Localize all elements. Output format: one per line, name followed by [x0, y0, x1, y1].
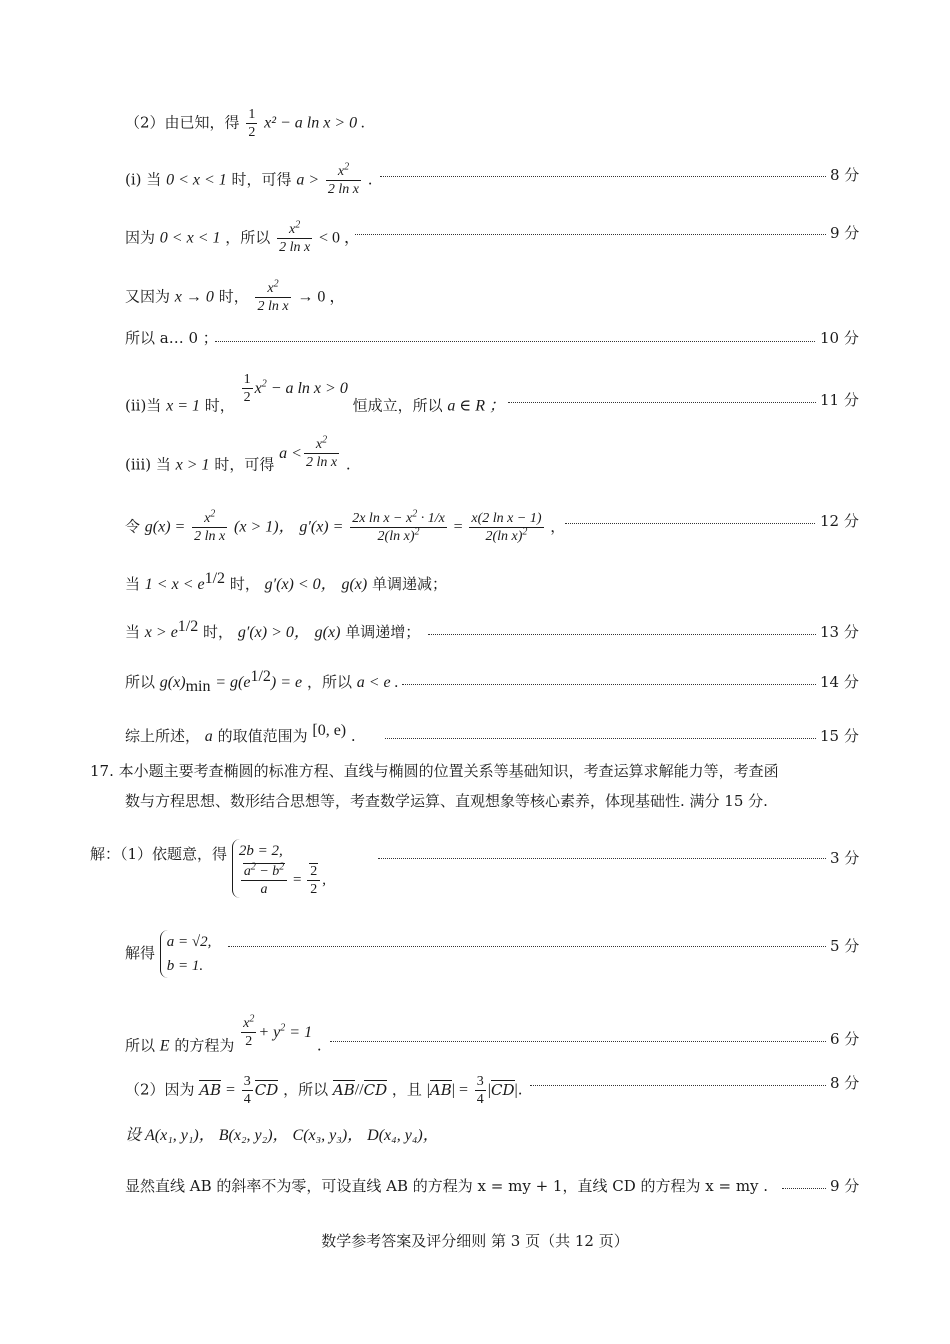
- line-system: [90, 825, 326, 897]
- problem-17-intro: 17. 本小题主要考查椭圆的标准方程、直线与椭圆的位置关系等基础知识，考查运算求解能力等，考查函: [90, 762, 779, 780]
- line-case-ii: (ii)当 x = 1 时， $\frac{1}{2}$ $x^2 - a$ ln x > 0 恒成立，所以 a ∈ R ；: [125, 372, 506, 415]
- math: g(x): [341, 576, 368, 593]
- dot-leader: [782, 1188, 826, 1189]
- score: 13 分: [820, 623, 859, 641]
- text: 综上所述，: [125, 727, 201, 745]
- text: 所以: [125, 1036, 156, 1055]
- math: ) = e: [270, 674, 303, 691]
- text: 时，可得: [214, 455, 275, 474]
- math: E: [159, 1037, 170, 1055]
- text: 时，: [229, 575, 260, 593]
- math: 0 < x < 1: [166, 171, 227, 189]
- math: → 0 ，: [297, 288, 346, 306]
- line-case-i: (i) 当 0 < x < 1 时，可得 a > $\frac{x^2}{\text{2 ln x}}$ .: [125, 161, 373, 197]
- text: 所以: [125, 673, 156, 691]
- math: x = 1: [166, 397, 200, 415]
- line-define-g: 令 g(x) = $\frac{x^2}{\text{2 ln x}}$ (x > 1)， g′(x) = $\frac{2x \ln x - x^2 \cdot 1/x}{2(\ln x)^2}$ = $\frac{\text{x(2 ln x − 1)}}{2(\ln x)^2}$ ，: [125, 508, 566, 544]
- math: g(x) =: [144, 518, 186, 536]
- text: 解得: [125, 944, 156, 962]
- text: 解：（1）依题意，得: [90, 844, 228, 863]
- solution-system: a = √2, b = 1.: [160, 930, 212, 978]
- line-ellipse-equation: 所以 E 的方程为 $\frac{x^2}{2}$ + $y^2 = 1$ .: [125, 1013, 322, 1055]
- fraction: $\frac{x^2}{\text{2 ln x}}$: [257, 278, 289, 314]
- math: (x > 1)，: [234, 518, 295, 536]
- dot-leader: [402, 684, 816, 685]
- text: (i) 当: [125, 170, 162, 189]
- fraction-half: $\frac{1}{2}$: [243, 372, 251, 405]
- score: 8 分: [830, 166, 860, 184]
- fraction: $\frac{x^2}{\text{2 ln x}}$: [327, 161, 360, 197]
- line-points: 设 A(x₁, y₁)， B(x₂, y₂)， C(x₃, y₃)， D(x₄, y₄)，: [125, 1127, 439, 1144]
- math: = g(e: [215, 674, 251, 691]
- score: 11 分: [820, 391, 859, 409]
- math: x > e: [144, 624, 178, 641]
- text: 时，: [203, 623, 234, 641]
- score: 9 分: [830, 1177, 860, 1195]
- line-vectors: （2）因为 AB = $\frac{3}{4}$ CD ，所以 AB//CD ，且 |AB| = $\frac{3}{4}$ |CD|.: [125, 1074, 523, 1107]
- dot-leader: [565, 523, 815, 524]
- math: < 0 ，: [318, 229, 360, 247]
- dot-leader: [378, 858, 826, 859]
- line-lines: 显然直线 AB 的斜率不为零，可设直线 AB 的方程为 x = my + 1，直线 CD 的方程为 x = my .: [125, 1177, 769, 1195]
- text: 因为: [125, 228, 156, 247]
- text: 当: [125, 575, 141, 593]
- dot-leader: [530, 1085, 826, 1086]
- line-solved: [125, 930, 211, 978]
- line-given: [125, 106, 365, 141]
- dot-leader: [330, 1041, 826, 1042]
- score: 10 分: [820, 329, 859, 347]
- text: 单调递减；: [372, 575, 448, 593]
- problem-17-intro-cont: 数与方程思想、数形结合思想等，考查数学运算、直观想象等核心素养，体现基础性. 满分 15 分.: [125, 792, 768, 810]
- text: ，所以: [283, 1080, 329, 1099]
- line-minimum: 所以 $g(x)_{min} = g(e^{1/2}) = e$ ，所以 a < e .: [125, 668, 399, 695]
- dot-leader: [428, 634, 816, 635]
- dot-leader: [215, 341, 815, 342]
- math: g′(x) < 0，: [264, 576, 337, 593]
- score: 5 分: [830, 937, 860, 955]
- fraction-derivative-simplified: $\frac{\text{x(2 ln x − 1)}}{2(\ln x)^2}$: [471, 511, 542, 544]
- line-limit: [125, 280, 345, 315]
- text: 恒成立，所以: [352, 396, 443, 415]
- math: 0 < x < 1: [159, 229, 221, 247]
- math: g′(x) =: [299, 518, 344, 536]
- text: （2）因为: [125, 1080, 195, 1099]
- math: a >: [296, 171, 320, 189]
- line-conclusion-i: 所以 a… 0 ；: [125, 329, 218, 347]
- text: 的方程为: [174, 1036, 235, 1055]
- dot-leader: [355, 234, 826, 235]
- dot-leader: [508, 402, 816, 403]
- fraction-derivative: $\frac{2x \ln x - x^2 \cdot 1/x}{2(\ln x)^2}$: [352, 508, 445, 544]
- score: 15 分: [820, 727, 859, 745]
- score: 8 分: [830, 1074, 860, 1092]
- score: 12 分: [820, 512, 859, 530]
- line-increasing: 当 $x > e^{1/2}$ 时， g′(x) > 0， g(x) 单调递增；: [125, 618, 421, 641]
- fraction: $\frac{x^2}{\text{2 ln x}}$: [279, 219, 311, 255]
- dot-leader: [385, 738, 816, 739]
- fraction-half: $\frac{1}{2}$: [248, 107, 256, 140]
- text: ，且: [391, 1080, 422, 1099]
- text: ，所以: [306, 673, 352, 691]
- text: 时，: [204, 396, 235, 415]
- text: 时，可得: [231, 170, 292, 189]
- text: (iii) 当: [125, 455, 171, 474]
- page-footer: 数学参考答案及评分细则 第 3 页（共 12 页）: [321, 1232, 629, 1250]
- text: 当: [125, 623, 141, 641]
- math: [0, e): [312, 722, 347, 739]
- math: x² − a ln x > 0 .: [264, 114, 366, 132]
- score: 14 分: [820, 673, 859, 691]
- math: a < e .: [356, 674, 399, 691]
- text: (ii)当: [125, 396, 162, 415]
- text: 单调递增；: [345, 623, 421, 641]
- text: 的取值范围为: [217, 727, 308, 745]
- line-decreasing: 当 $1 < x < e^{1/2}$ 时， g′(x) < 0， g(x) 单调递减；: [125, 570, 448, 593]
- line-because: [125, 221, 360, 256]
- text: （2）由已知，得: [125, 113, 240, 132]
- text: 时，: [218, 287, 249, 306]
- score: 6 分: [830, 1030, 860, 1048]
- math: g(x): [314, 624, 341, 641]
- math: 1 < x < e: [144, 576, 205, 593]
- score: 3 分: [830, 849, 860, 867]
- text: ，所以: [225, 228, 271, 247]
- text: 令: [125, 517, 141, 536]
- dot-leader: [228, 946, 826, 947]
- fraction: $\frac{x^2}{\text{2 ln x}}$: [194, 508, 226, 544]
- math: g(x): [159, 674, 186, 691]
- text: 又因为: [125, 287, 171, 306]
- math: x → 0: [174, 288, 214, 306]
- score: 9 分: [830, 224, 860, 242]
- dot-leader: [380, 176, 826, 177]
- line-case-iii: (iii) 当 x > 1 时，可得 a < $\frac{x^2}{\text{2 ln x}}$ .: [125, 434, 351, 474]
- math: g′(x) > 0，: [237, 624, 310, 641]
- math: a ∈ R ；: [447, 397, 506, 415]
- subscript: min: [185, 678, 211, 695]
- math: a: [204, 728, 213, 745]
- math: x > 1: [175, 456, 210, 474]
- line-summary: 综上所述， a 的取值范围为 [0, e) .: [125, 722, 356, 745]
- equation-system: 2b = 2, $\frac{a^2 - b^2}{a}$ = $\frac{2}{2}$ ,: [232, 839, 326, 898]
